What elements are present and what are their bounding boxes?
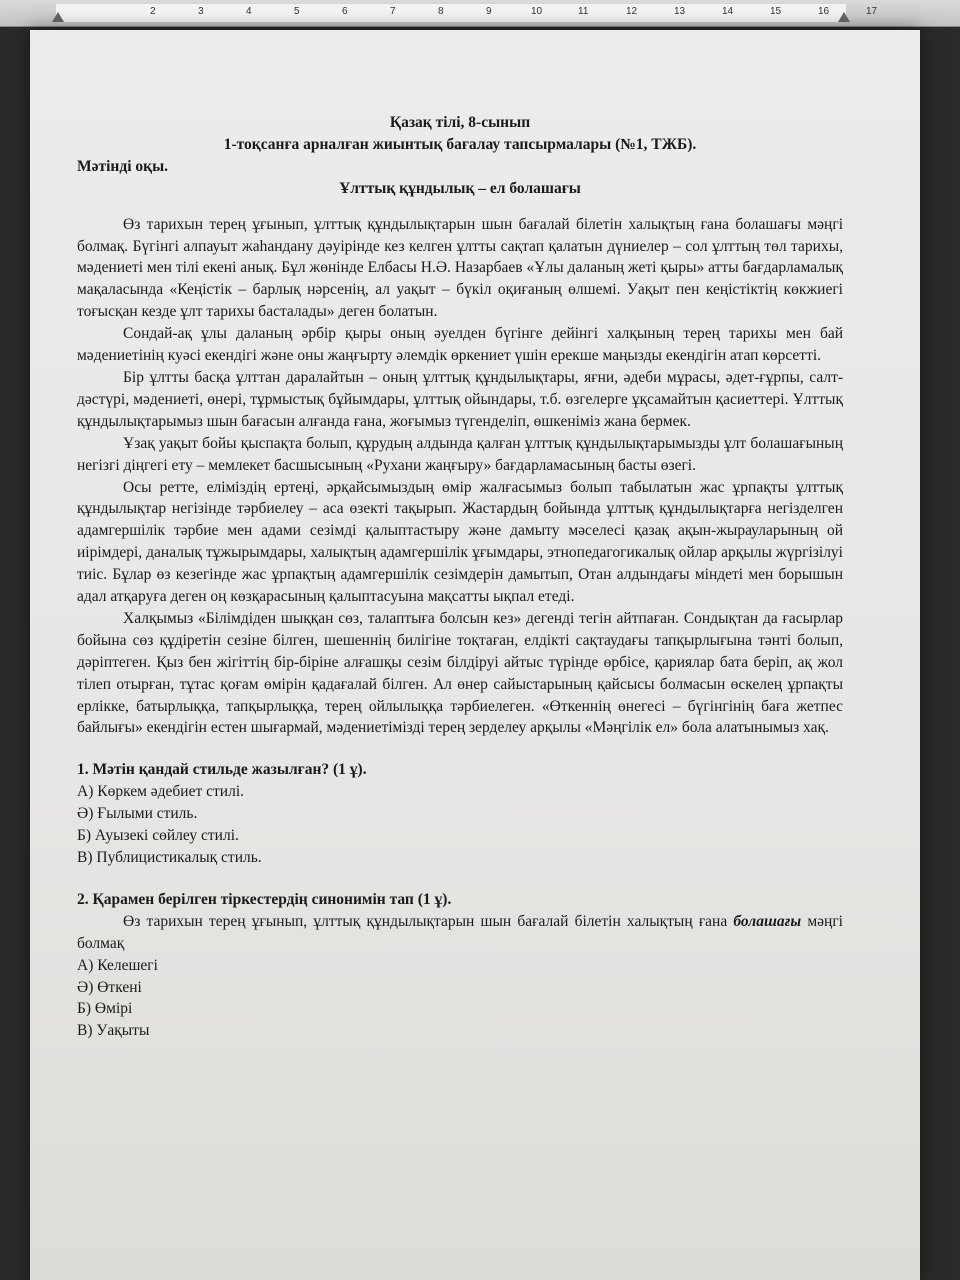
question-2-option: Ә) Өткені bbox=[77, 978, 142, 996]
ruler-number: 10 bbox=[531, 6, 543, 17]
ruler-number: 9 bbox=[486, 6, 492, 17]
question-1-option: Ә) Ғылыми стиль. bbox=[77, 805, 198, 823]
question-2-option: Б) Өмірі bbox=[77, 1000, 133, 1018]
quote-bold-word: болашағы bbox=[733, 912, 802, 930]
ruler-number: 2 bbox=[150, 6, 156, 17]
ruler-number: 7 bbox=[390, 6, 396, 17]
ruler-number: 17 bbox=[866, 6, 878, 17]
ruler-number: 11 bbox=[578, 6, 589, 17]
right-indent-marker[interactable] bbox=[838, 12, 850, 22]
paragraph: Өз тарихын терең ұғынып, ұлттық құндылықтарын шын бағалай білетін халықтың ғана болашағы мәңгі болмақ. Бүгінгі алпауыт жаһандану дәуірінде кез келген ұлтты сақтап қалатын дүниелер – сол ұлттың төл тарихы, мәдениеті мен тілі екені анық. Бұл жөнінде Елбасы Н.Ә. Назарбаев «Ұлы даланың жеті қыры» атты бағдарламалық мақаласында «Кеңістік – барлық нәрсенің, ал уақыт – бүкіл оқиғаның өлшемі. Уақыт пен кеңістіктің көкжиегі тоғысқан кезде ұлт тарихы басталады» деген болатын. bbox=[77, 215, 843, 321]
ruler-number: 15 bbox=[770, 6, 782, 17]
paragraph: Бір ұлтты басқа ұлттан даралайтын – оның ұлттық құндылықтары, яғни, әдеби мұрасы, әдет-ғұрпы, салт-дәстүрі, мәдениеті, өнері, тұрмыстық бұйымдары, ұлттық ойындары, т.б. өзгелерге ұқсамайтын қасиеттері. Ұлттық құндылықтарымыз шын бағасын алғанда ғана, жоғымыз түгенделіп, өшкеніміз жана бермек. bbox=[77, 368, 843, 430]
left-indent-marker[interactable] bbox=[52, 12, 64, 22]
question-2-option: В) Уақыты bbox=[77, 1022, 150, 1040]
text-title: Ұлттық құндылық – ел болашағы bbox=[339, 179, 581, 197]
ruler-number: 3 bbox=[198, 6, 204, 17]
ruler-number: 13 bbox=[674, 6, 686, 17]
question-1-option: В) Публицистикалық стиль. bbox=[77, 849, 262, 866]
document-page[interactable] bbox=[30, 30, 920, 1280]
paragraph: Ұзақ уақыт бойы қыспақта болып, құрудың алдында қалған ұлттық құндылықтарымызды ұлт болашағының негізгі діңгегі ету – мемлекет басшысының «Рухани жаңғыру» бағдарламасының басты өзегі. bbox=[77, 434, 843, 474]
ruler-number: 16 bbox=[818, 6, 830, 17]
horizontal-ruler[interactable] bbox=[0, 0, 960, 27]
question-1-option: А) Көркем әдебиет стилі. bbox=[77, 783, 244, 801]
document-title: Қазақ тілі, 8-сынып bbox=[389, 114, 531, 131]
question-2-title: 2. Қарамен берілген тіркестердің синонимін тап (1 ұ). bbox=[77, 890, 452, 908]
question-2-quote bbox=[77, 911, 843, 955]
ruler-number: 4 bbox=[246, 6, 252, 17]
quote-text-after: мәңгі болмақ bbox=[77, 912, 843, 952]
ruler-number: 5 bbox=[294, 6, 300, 17]
paragraph: Осы ретте, еліміздің ертеңі, әрқайсымыздың өмір жалғасымыз болып табылатын жас ұрпақты ұлттық құндылықтар негізінде тәрбиелеу – аса өзекті тақырып. Жастардың бойында ұлттық құндылықтарға негізделген адамгершілік тәрбие мен адами сезімді қалыптастыру және дамыту мәселесі қазақ ақын-жырауларының ой иірімдері, даналық тұжырымдары, халықтың адамгершілік ұғымдары, этнопедагогикалық ойлар арқылы жүргізілуі тиіс. Бұлар өз кезегінде жас ұрпақтың адамгершілік сезімдерін дамытып, Отан алдындағы міндеті мен борышын адал атқаруға деген оң көзқарасының қалыптасуына мақсатты ықпал етеді. bbox=[77, 478, 843, 606]
ruler-number: 8 bbox=[438, 6, 444, 17]
question-1-option: Б) Ауызекі сөйлеу стилі. bbox=[77, 827, 239, 845]
ruler-number: 12 bbox=[626, 6, 638, 17]
document-subtitle: 1-тоқсанға арналған жиынтық бағалау тапсырмалары (№1, ТЖБ). bbox=[223, 135, 697, 153]
instruction-text: Мәтінді оқы. bbox=[77, 157, 169, 175]
paragraph: Сондай-ақ ұлы даланың әрбір қыры оның әуелден бүгінге дейінгі халқының терең тарихы мен бай мәдениетінің куәсі екендігі және оны жаңғырту әлемдік өркениет үшін ерекше маңызды екендігін атап көрсетті. bbox=[77, 325, 843, 365]
document-body[interactable] bbox=[77, 112, 843, 1042]
ruler-number: 14 bbox=[722, 6, 734, 17]
ruler-number: 6 bbox=[342, 6, 348, 17]
paragraph: Халқымыз «Білімдіден шыққан сөз, талаптыға болсын кез» дегенді тегін айтпаған. Сондықтан да ғасырлар бойына сөз құдіретін сезіне білген, шешеннің билігіне тоқтаған, елдікті сақтаудағы тапқырлығына тәнті болып, дәріптеген. Қыз бен жігіттің бір-біріне алғашқы сезім білдіруі айтыс түрінде өрбісе, қариялар бата беріп, ақ жол тілеп отырған, тұтас қоғам өмірін қадағалай білген. Ал өнер сайыстарының қайсысы болмасын өскелең ұрпақты ерлікке, батырлыққа, тапқырлыққа, терең ойлылыққа тәрбиелеген. «Өткеннің өнегесі – бүгінгінің баға жетпес байлығы» екендігін естен шығармай, мәдениетімізді терең зерделеу арқылы «Мәңгілік ел» бола алатынымыз хақ. bbox=[77, 609, 843, 737]
spacer bbox=[77, 200, 843, 214]
question-1-title: 1. Мәтін қандай стильде жазылған? (1 ұ). bbox=[77, 761, 367, 779]
question-2-option: А) Келешегі bbox=[77, 956, 158, 974]
quote-text-before: Өз тарихын терең ұғынып, ұлттық құндылықтарын шын бағалай білетін халықтың ғана bbox=[123, 912, 734, 930]
